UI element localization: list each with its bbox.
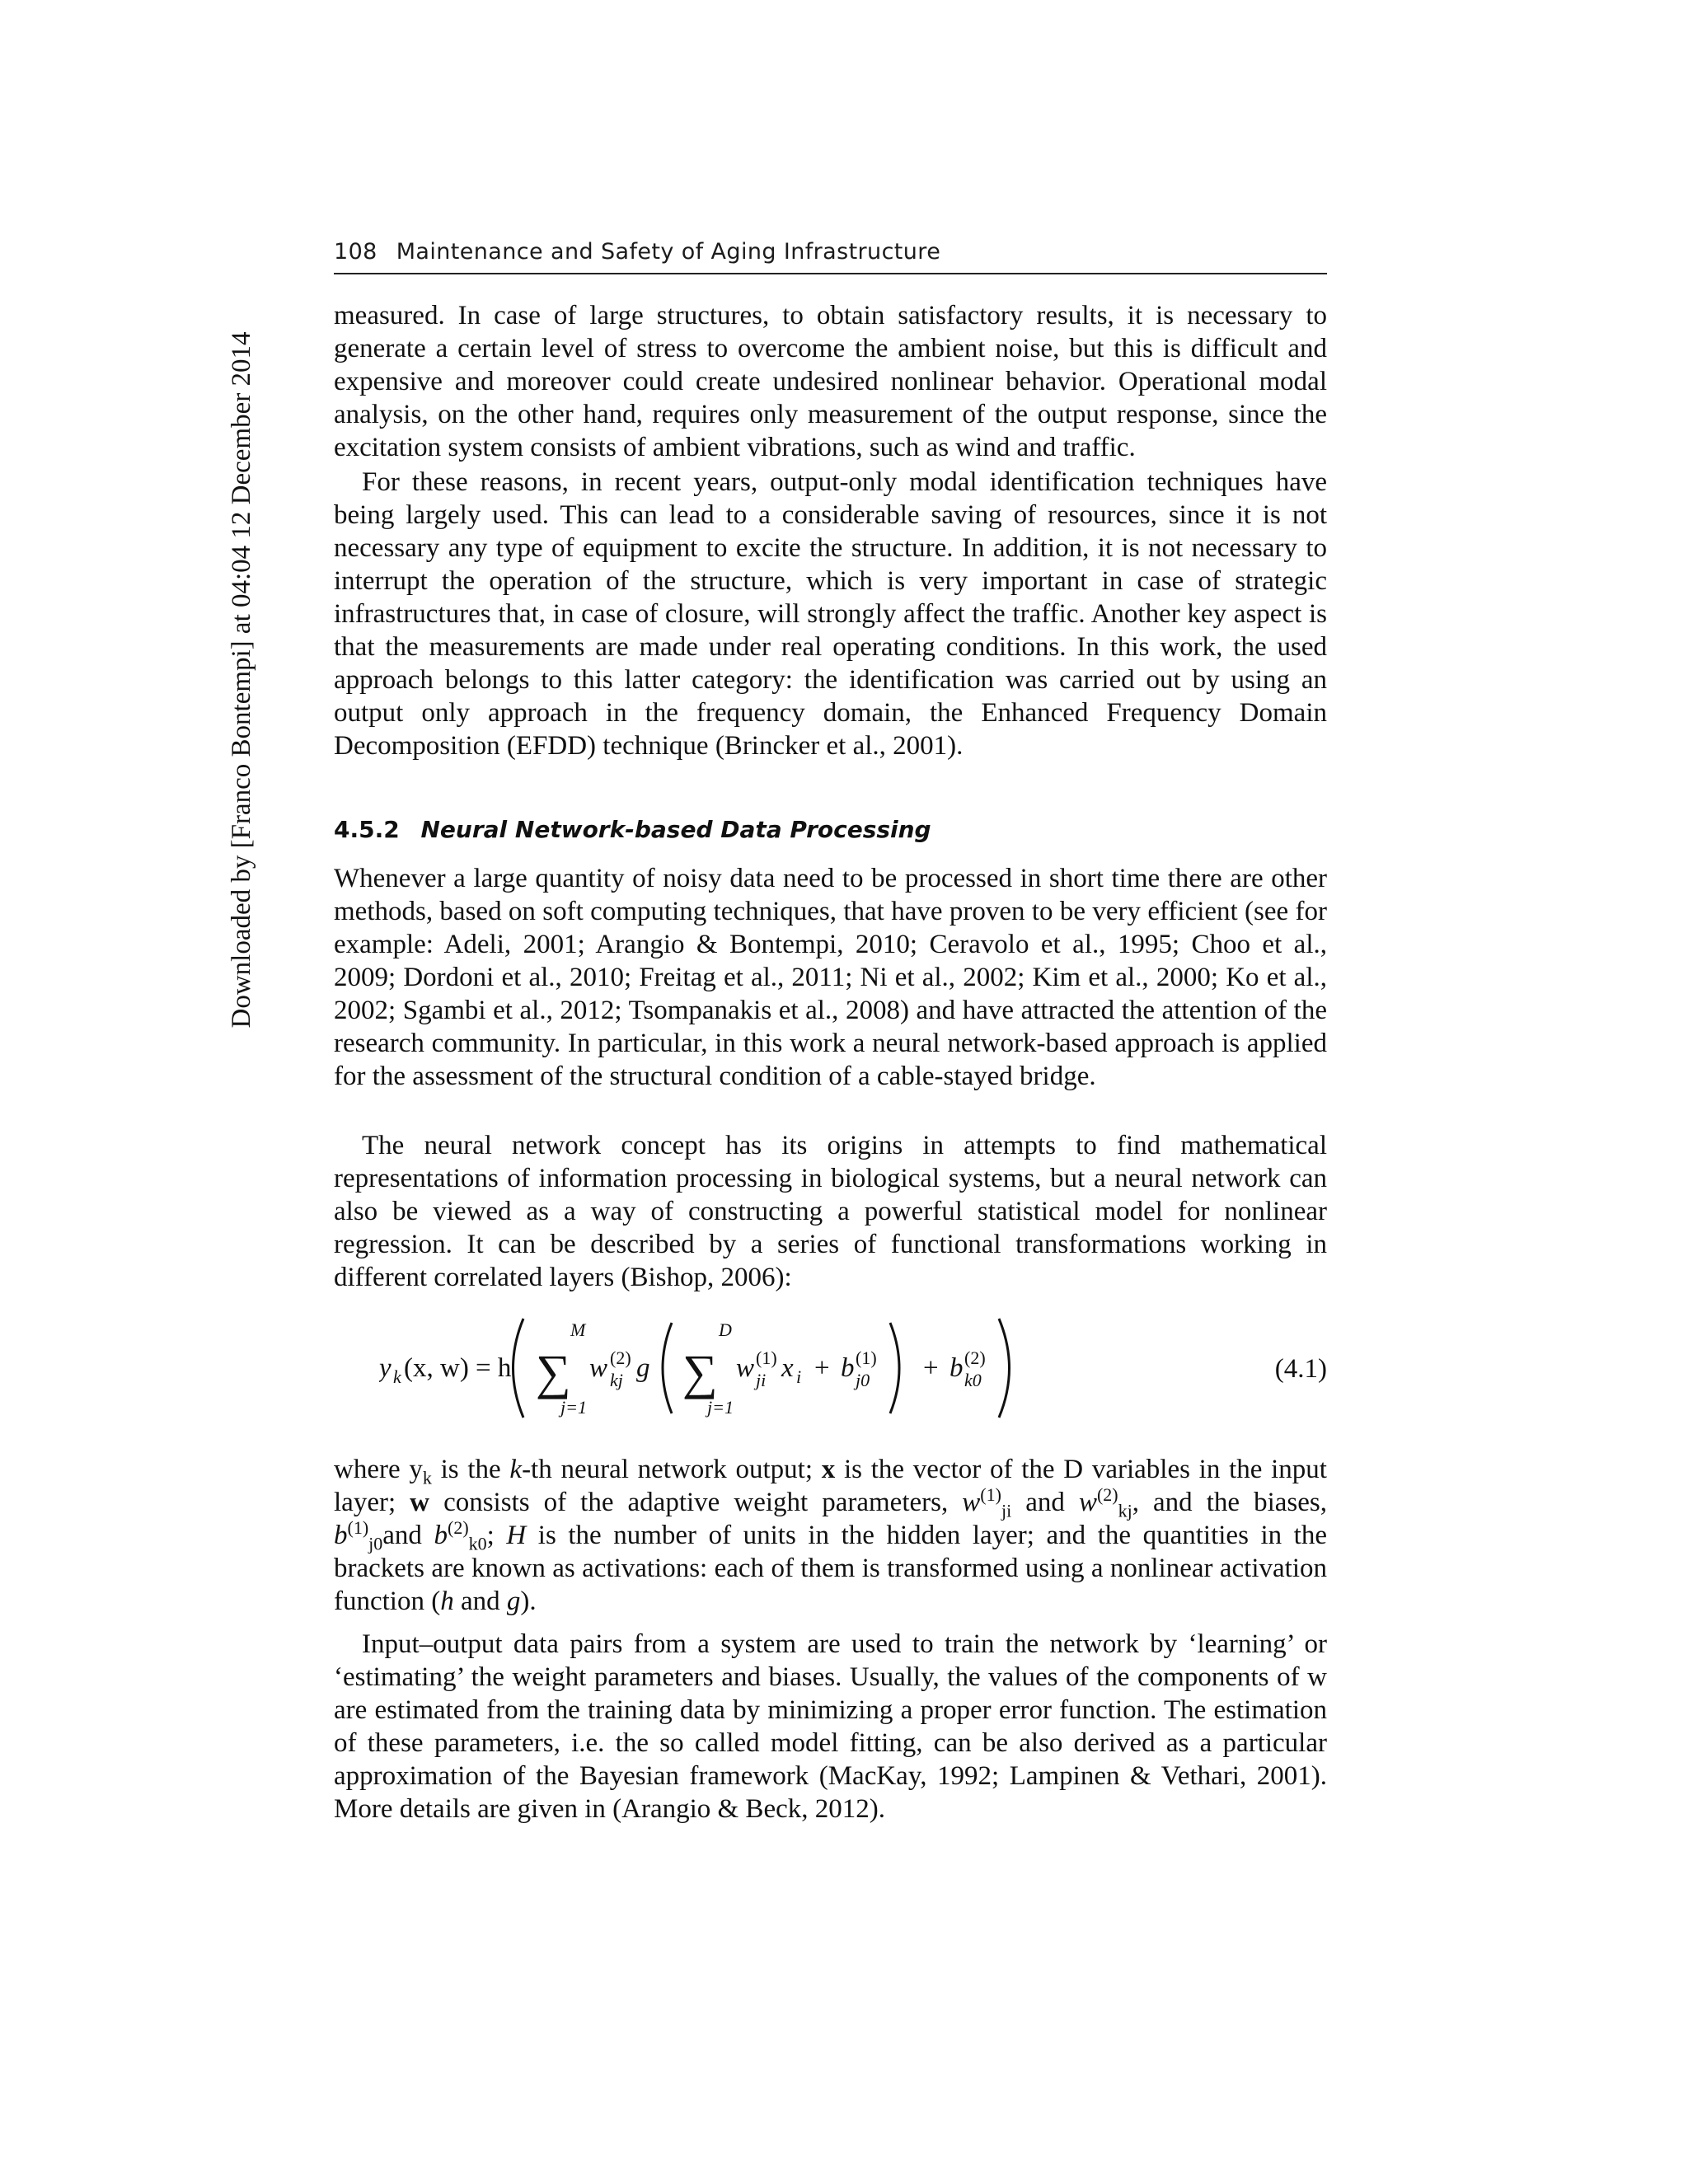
eq-b-inner: b: [841, 1353, 855, 1383]
eq-x-inner: x: [781, 1353, 794, 1383]
p5-sup: (1): [980, 1484, 1001, 1505]
outer-right-paren: [999, 1319, 1010, 1418]
p5-sub: k0: [468, 1533, 487, 1554]
paragraph-2: For these reasons, in recent years, output-only modal identification techniques have being largely used. This can lead to a considerable saving of resources, since it is not necessary any type of equipment to excite the structure. In addition, it is not necessary to interrupt the operation of the structure, which is very important in case of strategic infrastructures that, in case of closure, will strongly affect the traffic. Another key aspect is that the measurements are made under real operating conditions. In this work, the used approach belongs to this latter category: the identification was carried out by using an output only approach in the frequency domain, the Enhanced Frequency Domain Decomposition (EFDD) technique (Brincker et al., 2001).: [334, 467, 1327, 761]
p5-italic: b: [334, 1521, 348, 1550]
download-watermark: Downloaded by [Franco Bontempi] at 04:04 12 December 2014: [227, 331, 256, 1029]
p5-italic: k: [509, 1455, 523, 1484]
eq-b-outer-sub: k0: [964, 1370, 982, 1390]
eq-w-outer: w: [589, 1353, 608, 1383]
inner-right-paren: [890, 1323, 899, 1413]
eq-w-inner-sub: ji: [756, 1370, 767, 1390]
section-number: 4.5.2: [334, 816, 400, 843]
p5-sub: k: [422, 1467, 432, 1488]
p5-sub: ji: [1001, 1500, 1012, 1521]
p5-text: is the: [431, 1455, 510, 1484]
equation-graphic: [379, 1306, 1203, 1430]
p5-sup: (1): [347, 1517, 369, 1538]
p5-text: and: [1011, 1488, 1079, 1517]
p5-text: is the number of units in the hidden layer; and the quantities in the brackets are known as activations: each of them is transformed using a nonlinear activation function (: [334, 1521, 1328, 1616]
p5-text: and: [453, 1586, 507, 1616]
eq-g: g: [636, 1353, 650, 1383]
p5-sub: kj: [1118, 1500, 1132, 1521]
eq-b-inner-sub: j0: [856, 1370, 870, 1390]
sum2-lower: j=1: [707, 1397, 734, 1418]
p5-sup: (2): [448, 1517, 469, 1538]
p5-text: consists of the adaptive weight parameters,: [429, 1488, 963, 1517]
p5-italic: b: [434, 1521, 448, 1550]
section-heading: [334, 816, 1327, 843]
eq-plus-1: +: [814, 1353, 830, 1383]
sum1-sigma: ∑: [536, 1345, 571, 1399]
eq-w-inner: w: [736, 1353, 755, 1383]
eq-x-inner-sub: i: [796, 1366, 802, 1387]
book-title: Maintenance and Safety of Aging Infrastructure: [396, 239, 941, 265]
sum2-sigma: ∑: [682, 1345, 718, 1399]
eq-plus-2: +: [923, 1353, 939, 1383]
p5-italic: g: [506, 1586, 521, 1616]
equation-number: (4.1): [1274, 1354, 1327, 1384]
eq-lhs-sub: k: [393, 1366, 401, 1387]
p5-italic: h: [440, 1586, 454, 1616]
sum2-upper: D: [719, 1319, 732, 1340]
p5-text: -th neural network output;: [522, 1455, 822, 1484]
eq-b-outer: b: [950, 1353, 964, 1383]
p5-italic: w: [1078, 1488, 1097, 1517]
eq-b-outer-sup: (2): [964, 1347, 986, 1368]
page-number: 108: [334, 239, 377, 265]
eq-lhs-args: (x, w) = h: [404, 1353, 512, 1383]
p5-text: where y: [334, 1455, 423, 1484]
eq-w-outer-sup: (2): [610, 1347, 631, 1368]
p5-bold: x: [821, 1455, 836, 1484]
p5-text: ).: [520, 1586, 537, 1616]
p5-italic: H: [506, 1521, 527, 1550]
p5-text: , and the biases,: [1132, 1488, 1327, 1517]
running-header: [334, 239, 1327, 274]
p5-italic: w: [962, 1488, 981, 1517]
p5-text: ;: [486, 1521, 507, 1550]
eq-lhs-y: y: [379, 1353, 392, 1383]
eq-w-inner-sup: (1): [756, 1347, 777, 1368]
section-title: Neural Network-based Data Processing: [420, 816, 931, 843]
p5-sup: (2): [1096, 1484, 1118, 1505]
sum1-lower: j=1: [560, 1397, 587, 1418]
equation-4-1: [334, 1306, 1327, 1430]
p5-text: and: [382, 1521, 434, 1550]
paragraph-1: measured. In case of large structures, to obtain satisfactory results, it is necessary to generate a certain level of stress to overcome the ambient noise, but this is difficult and expensive and moreover could create undesired nonlinear behavior. Operational modal analysis, on the other hand, requires only measurement of the output response, since the excitation system consists of ambient vibrations, such as wind and traffic.: [334, 301, 1327, 462]
sum1-upper: M: [570, 1319, 586, 1340]
inner-left-paren: [663, 1323, 672, 1413]
p5-bold: w: [410, 1488, 430, 1517]
paragraph-5: [334, 1453, 1327, 1618]
paragraph-6: Input–output data pairs from a system are used to train the network by ‘learning’ or ‘estimating’ the weight parameters and biases. Usually, the values of the components of w are estimated from the training data by minimizing a proper error function. The estimation of these parameters, i.e. the so called model fitting, can be also derived as a particular approximation of the Bayesian framework (MacKay, 1992; Lampinen & Vethari, 2001). More details are given in (Arangio & Beck, 2012).: [334, 1629, 1327, 1824]
p5-sub: j0: [368, 1533, 383, 1554]
paragraph-4: The neural network concept has its origins in attempts to find mathematical representations of information processing in biological systems, but a neural network can also be viewed as a way of constructing a powerful statistical model for nonlinear regression. It can be described by a series of functional transformations working in different correlated layers (Bishop, 2006):: [334, 1131, 1327, 1292]
outer-left-paren: [513, 1319, 524, 1418]
p5-text: is the vector of the D variables in the input layer;: [334, 1455, 1327, 1517]
eq-w-outer-sub: kj: [610, 1370, 623, 1390]
eq-b-inner-sup: (1): [856, 1347, 877, 1368]
paragraph-3: Whenever a large quantity of noisy data need to be processed in short time there are other methods, based on soft computing techniques, that have proven to be very efficient (see for example: Adeli, 2001; Arangio & Bontempi, 2010; Ceravolo et al., 1995; Choo et al., 2009; Dordoni et al., 2010; Freitag et al., 2011; Ni et al., 2002; Kim et al., 2000; Ko et al., 2002; Sgambi et al., 2012; Tsompanakis et al., 2008) and have attracted the attention of the research community. In particular, in this work a neural network-based approach is applied for the assessment of the structural condition of a cable-stayed bridge.: [334, 864, 1327, 1091]
